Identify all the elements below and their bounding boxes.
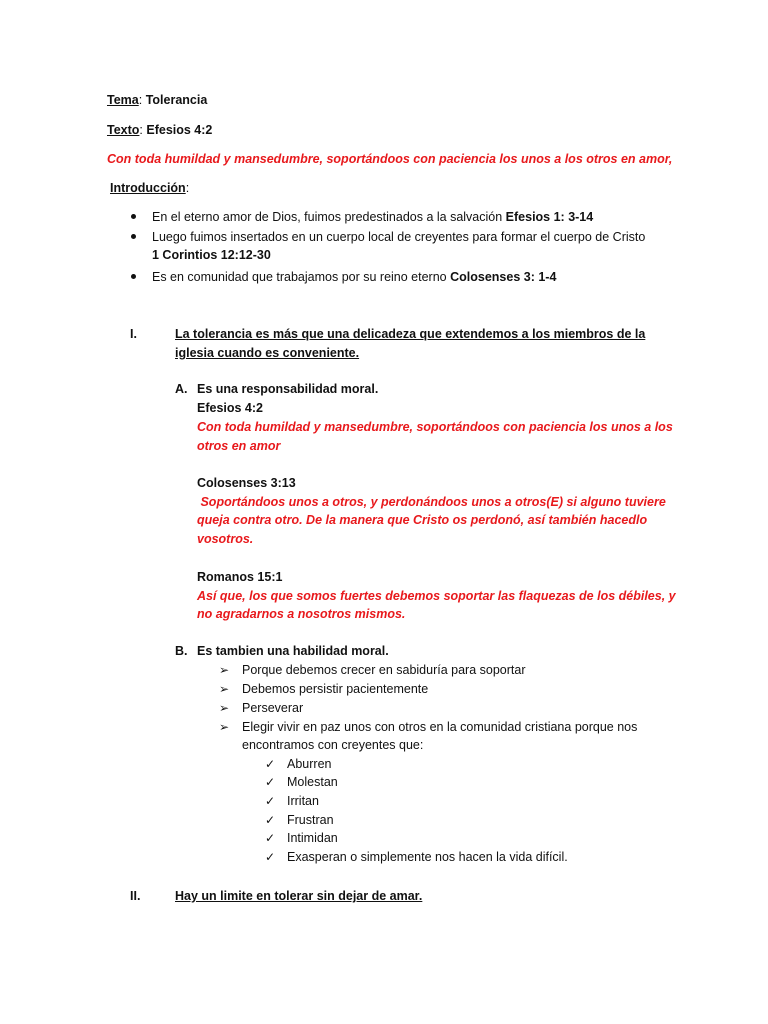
tema-label: Tema	[107, 93, 139, 107]
bullet-dot	[131, 234, 136, 239]
list-item: Porque debemos crecer en sabiduría para soportar	[242, 663, 526, 677]
list-item-continued: encontramos con creyentes que:	[242, 738, 424, 752]
subsection-b-letter: B.	[175, 644, 188, 658]
check-item: Irritan	[287, 794, 319, 808]
scripture-ref: Colosenses 3:13	[197, 476, 296, 490]
intro-label: Introducción	[110, 181, 186, 195]
arrow-bullet-icon: ➢	[219, 663, 230, 677]
scripture-text: no agradarnos a nosotros mismos.	[197, 607, 406, 621]
texto-label: Texto	[107, 123, 140, 137]
checkmark-icon: ✓	[265, 850, 276, 864]
check-item: Exasperan o simplemente nos hacen la vida difícil.	[287, 850, 568, 864]
main-verse: Con toda humildad y mansedumbre, soportándoos con paciencia los unos a los otros en amor,	[107, 152, 673, 166]
checkmark-icon: ✓	[265, 794, 276, 808]
checkmark-icon: ✓	[265, 775, 276, 789]
arrow-bullet-icon: ➢	[219, 682, 230, 696]
check-item: Molestan	[287, 775, 338, 789]
texto-value: Efesios 4:2	[146, 123, 213, 137]
section1-title-line2: iglesia cuando es conveniente.	[175, 346, 360, 360]
texto-line	[107, 121, 212, 139]
section2-title: Hay un limite en tolerar sin dejar de amar.	[175, 889, 423, 903]
subsection-a-title: Es una responsabilidad moral.	[197, 382, 379, 396]
list-item: Elegir vivir en paz unos con otros en la comunidad cristiana porque nos	[242, 720, 638, 734]
intro-bullet-3	[152, 268, 556, 286]
tema-value: Tolerancia	[145, 93, 208, 107]
texto-colon: :	[139, 123, 147, 137]
scripture-text: Así que, los que somos fuertes debemos soportar las flaquezas de los débiles, y	[197, 589, 676, 603]
section2-numeral: II.	[130, 889, 141, 903]
check-item: Frustran	[287, 813, 334, 827]
subsection-b-title: Es tambien una habilidad moral.	[197, 644, 389, 658]
tema-line	[107, 91, 207, 109]
check-item: Intimidan	[287, 831, 338, 845]
section1-numeral: I.	[130, 327, 137, 341]
intro-bullet-2-ref: 1 Corintios 12:12-30	[152, 248, 271, 262]
checkmark-icon: ✓	[265, 831, 276, 845]
scripture-text: Con toda humildad y mansedumbre, soportándoos con paciencia los unos a los	[197, 420, 673, 434]
checkmark-icon: ✓	[265, 757, 276, 771]
scripture-text: vosotros.	[197, 532, 254, 546]
bullet-ref: Efesios 1: 3-14	[505, 210, 594, 224]
subsection-a-letter: A.	[175, 382, 188, 396]
bullet-dot	[131, 274, 136, 279]
bullet-text: En el eterno amor de Dios, fuimos predestinados a la salvación	[152, 210, 506, 224]
check-item: Aburren	[287, 757, 332, 771]
intro-bullet-1	[152, 208, 593, 226]
arrow-bullet-icon: ➢	[219, 720, 230, 734]
scripture-text: otros en amor	[197, 439, 281, 453]
intro-bullet-2: Luego fuimos insertados en un cuerpo local de creyentes para formar el cuerpo de Cristo	[152, 230, 646, 244]
scripture-ref: Efesios 4:2	[197, 401, 264, 415]
list-item: Debemos persistir pacientemente	[242, 682, 429, 696]
bullet-text: Es en comunidad que trabajamos por su reino eterno	[152, 270, 451, 284]
intro-colon: :	[185, 181, 190, 195]
tema-colon: :	[138, 93, 146, 107]
arrow-bullet-icon: ➢	[219, 701, 230, 715]
scripture-text: queja contra otro. De la manera que Cristo os perdonó, así también hacedlo	[197, 513, 648, 527]
checkmark-icon: ✓	[265, 813, 276, 827]
bullet-ref: Colosenses 3: 1-4	[450, 270, 557, 284]
list-item: Perseverar	[242, 701, 304, 715]
scripture-ref: Romanos 15:1	[197, 570, 283, 584]
section1-title-line1: La tolerancia es más que una delicadeza que extendemos a los miembros de la	[175, 327, 646, 341]
bullet-dot	[131, 214, 136, 219]
scripture-text: Soportándoos unos a otros, y perdonándoos unos a otros(E) si alguno tuviere	[197, 495, 666, 509]
intro-heading	[110, 179, 189, 197]
